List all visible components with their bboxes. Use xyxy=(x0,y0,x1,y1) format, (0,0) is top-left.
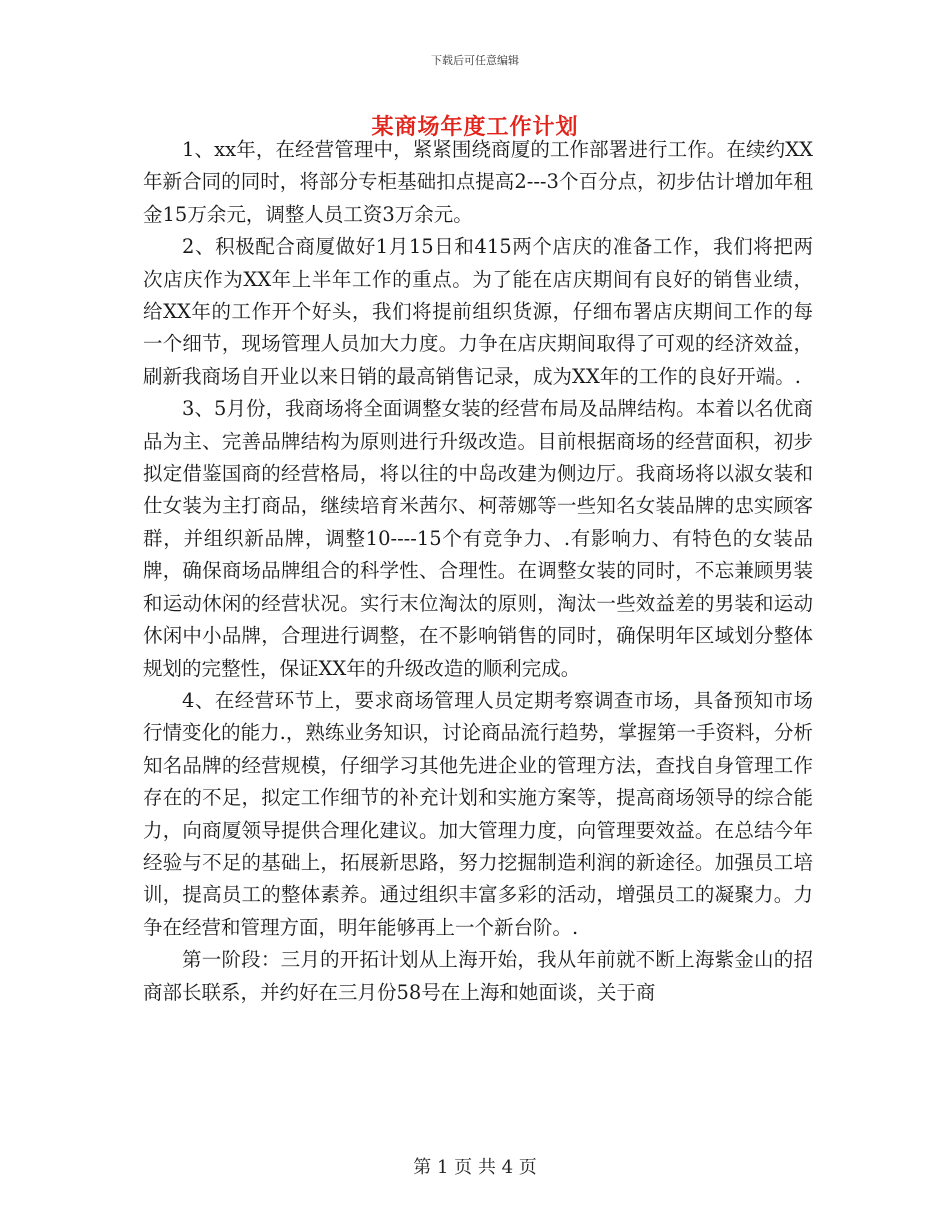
document-title: 某商场年度工作计划 xyxy=(371,114,579,140)
paragraph-3: 3、5月份，我商场将全面调整女装的经营布局及品牌结构。本着以名优商品为主、完善品牌结构为原则进行升级改造。目前根据商场的经营面积，初步拟定借鉴国商的经营格局，将以往的中岛改建为侧边厅。我商场将以淑女装和仕女装为主打商品，继续培育米茜尔、柯蒂娜等一些知名女装品牌的忠实顾客群，并组织新品牌，调整10----15个有竞争力、.有影响力、有特色的女装品牌，确保商场品牌组合的科学性、合理性。在调整女装的同时，不忘兼顾男装和运动休闲的经营状况。实行末位淘汰的原则，淘汰一些效益差的男装和运动休闲中小品牌，合理进行调整，在不影响销售的同时，确保明年区域划分整体规划的完整性，保证XX年的升级改造的顺利完成。 xyxy=(143,397,813,680)
paragraph-5: 第一阶段：三月的开拓计划从上海开始，我从年前就不断上海紫金山的招商部长联系，并约好在三月份58号在上海和她面谈，关于商 xyxy=(143,948,813,1004)
paragraph-1: 1、xx年，在经营管理中，紧紧围绕商厦的工作部署进行工作。在续约XX年新合同的同时，将部分专柜基础扣点提高2---3个百分点，初步估计增加年租金15万余元，调整人员工资3万余元。 xyxy=(143,138,813,226)
paragraph-4: 4、在经营环节上，要求商场管理人员定期考察调查市场，具备预知市场行情变化的能力.，熟练业务知识，讨论商品流行趋势，掌握第一手资料，分析知名品牌的经营规模，仔细学习其他先进企业的管理方法，查找自身管理工作存在的不足，拟定工作细节的补充计划和实施方案等，提高商场领导的综合能力，向商厦领导提供合理化建议。加大管理力度，向管理要效益。在总结今年经验与不足的基础上，拓展新思路，努力挖掘制造利润的新途径。加强员工培训，提高员工的整体素养。通过组织丰富多彩的活动，增强员工的凝聚力。力争在经营和管理方面，明年能够再上一个新台阶。. xyxy=(143,688,813,939)
document-body xyxy=(143,134,813,1009)
paragraph-2: 2、积极配合商厦做好1月15日和415两个店庆的准备工作，我们将把两次店庆作为XX年上半年工作的重点。为了能在店庆期间有良好的销售业绩，给XX年的工作开个好头，我们将提前组织货源，仔细布署店庆期间工作的每一个细节，现场管理人员加大力度。力争在店庆期间取得了可观的经济效益，刷新我商场自开业以来日销的最高销售记录，成为XX年的工作的良好开端。. xyxy=(143,235,813,388)
header-note: 下载后可任意编辑 xyxy=(431,54,519,67)
page-footer: 第 1 页 共 4 页 xyxy=(413,1157,537,1178)
